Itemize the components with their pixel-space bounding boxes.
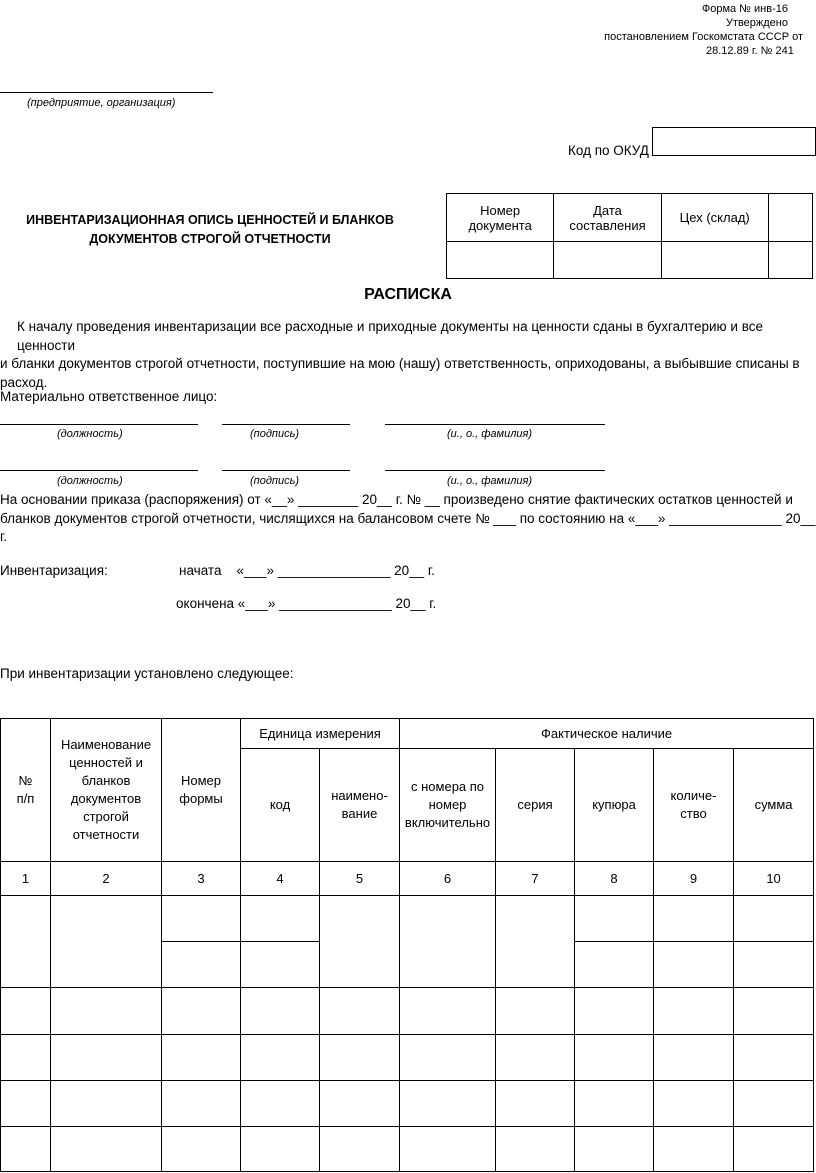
signature-line-2[interactable] [222,470,350,471]
header-code: код [241,749,320,862]
table-cell[interactable] [400,988,496,1035]
position-line-2[interactable] [0,470,198,471]
table-cell[interactable] [51,988,162,1035]
table-cell[interactable] [575,1081,654,1127]
table-cell[interactable] [1,896,51,988]
col-num-8: 8 [575,862,654,896]
signature-caption-2: (подпись) [250,475,300,487]
col-num-6: 6 [400,862,496,896]
header-qty-line-1: количе- [670,788,717,803]
receipt-line-1: К началу проведения инвентаризации все расходные и приходные документы на ценности сданы в бухгалтерию и все ценности [17,319,764,353]
doc-date-header [554,194,661,242]
table-cell[interactable] [241,1127,320,1172]
table-cell[interactable] [320,896,400,988]
table-cell[interactable] [496,988,575,1035]
inventory-label: Инвентаризация: [0,563,108,578]
table-cell[interactable] [496,1081,575,1127]
header-name-line-6: отчетности [72,827,140,842]
header-form-line-2: формы [179,791,223,806]
document-info-table [446,193,813,279]
header-num [1,719,51,862]
title-line-1: ИНВЕНТАРИЗАЦИОННАЯ ОПИСЬ ЦЕННОСТЕЙ И БЛАНКОВ [26,213,394,227]
table-cell[interactable] [734,896,814,942]
table-cell[interactable] [162,896,241,942]
table-cell[interactable] [400,896,496,988]
table-row [1,1127,814,1172]
doc-number-header [447,194,554,242]
doc-date-label-1: Дата [593,202,622,218]
inventory-table [0,718,814,1172]
table-row [1,896,814,942]
table-cell[interactable] [1,988,51,1035]
table-cell[interactable] [734,988,814,1035]
table-cell[interactable] [320,1127,400,1172]
table-cell[interactable] [162,988,241,1035]
form-number: Форма № инв-16 [701,3,788,15]
header-name-line-4: документов [70,791,142,806]
table-cell[interactable] [575,1035,654,1081]
table-cell[interactable] [654,896,734,942]
table-cell[interactable] [1,1035,51,1081]
name-line-1[interactable] [385,424,605,425]
name-caption-1: (и., о., фамилия) [447,428,533,440]
header-coupon: купюра [575,749,654,862]
okud-label: Код по ОКУД [568,143,649,158]
table-cell[interactable] [320,1081,400,1127]
signature-line-1[interactable] [222,424,350,425]
col-num-5: 5 [320,862,400,896]
col-num-2: 2 [51,862,162,896]
table-cell[interactable] [1,1081,51,1127]
table-cell[interactable] [51,1035,162,1081]
header-name-line-3: бланков [81,773,131,788]
table-cell[interactable] [241,1035,320,1081]
table-cell[interactable] [734,1035,814,1081]
col-num-3: 3 [162,862,241,896]
header-unit: Единица измерения [241,719,400,749]
table-cell[interactable] [241,942,320,988]
signature-caption-1: (подпись) [250,428,300,440]
header-name-line-2: ценностей и [69,755,143,770]
table-cell[interactable] [575,896,654,942]
receipt-line-2: и бланки документов строгой отчетности, поступившие на мою (нашу) ответственность, оприходованы, а выбывшие списаны в [0,356,800,371]
table-cell[interactable] [162,942,241,988]
table-cell[interactable] [400,1035,496,1081]
position-caption-2: (должность) [57,475,123,487]
resolution-date: 28.12.89 г. № 241 [706,45,794,57]
shop-header: Цех (склад) [661,194,768,242]
header-num-line-2: п/п [16,791,35,806]
inventory-ended: окончена «___» _______________ 20__ г. [176,596,437,611]
organization-line [0,92,213,93]
table-cell[interactable] [734,1081,814,1127]
okud-code-field[interactable] [652,127,816,156]
header-qty-line-2: ство [680,806,707,821]
table-cell[interactable] [575,1127,654,1172]
table-cell[interactable] [496,1127,575,1172]
table-cell[interactable] [496,896,575,988]
doc-number-field[interactable] [447,242,554,279]
order-line-2: бланков документов строгой отчетности, числящихся на балансовом счете № ___ по состоянию на «___» _______________ 20__ г. [0,510,816,544]
organization-caption: (предприятие, организация) [27,97,176,109]
table-cell[interactable] [400,1127,496,1172]
col-num-1: 1 [1,862,51,896]
col-num-7: 7 [496,862,575,896]
table-cell[interactable] [320,988,400,1035]
column-number-row [1,862,814,896]
document-title [0,211,420,249]
position-caption-1: (должность) [57,428,123,440]
table-cell[interactable] [654,1127,734,1172]
shop-field[interactable] [661,242,768,279]
table-cell[interactable] [241,896,320,942]
resolution-label: постановлением Госкомстата СССР от [604,31,803,43]
table-cell[interactable] [51,1127,162,1172]
table-row [1,988,814,1035]
table-cell[interactable] [241,988,320,1035]
table-cell[interactable] [162,1035,241,1081]
table-row [1,1081,814,1127]
table-cell[interactable] [575,988,654,1035]
table-cell[interactable] [654,1081,734,1127]
table-cell[interactable] [320,1035,400,1081]
header-num-line-1: № [18,773,33,788]
extra-header-cell [768,194,812,242]
header-from-line-3: включительно [404,815,491,830]
header-unit-name-line-1: наимено- [331,788,388,803]
header-name [51,719,162,862]
order-text [0,491,816,547]
established-label: При инвентаризации установлено следующее: [0,666,294,681]
header-name-line-1: Наименование [60,737,152,752]
title-line-2: ДОКУМЕНТОВ СТРОГОЙ ОТЧЕТНОСТИ [89,232,331,246]
header-unit-name [320,749,400,862]
header-form [162,719,241,862]
responsible-label: Материально ответственное лицо: [0,389,218,404]
table-cell[interactable] [734,1127,814,1172]
order-line-1: На основании приказа (распоряжения) от «__» ________ 20__ г. № __ произведено снятие фактических остатков ценностей и [0,492,793,507]
inventory-started: начата «___» _______________ 20__ г. [179,563,435,578]
col-num-10: 10 [734,862,814,896]
name-line-2[interactable] [385,470,605,471]
table-cell[interactable] [400,1081,496,1127]
table-cell[interactable] [575,942,654,988]
table-cell[interactable] [241,1081,320,1127]
table-cell[interactable] [654,1035,734,1081]
table-cell[interactable] [654,988,734,1035]
header-from-line-1: с номера по [411,779,485,794]
col-num-9: 9 [654,862,734,896]
doc-date-label-2: составления [569,217,646,233]
header-form-line-1: Номер [180,773,221,788]
extra-field[interactable] [768,242,812,279]
header-qty [654,749,734,862]
table-row [1,1035,814,1081]
table-cell[interactable] [51,896,162,988]
header-unit-name-line-2: вание [341,806,378,821]
table-cell[interactable] [734,942,814,988]
table-cell[interactable] [162,1127,241,1172]
approved-label: Утверждено [725,17,788,29]
col-num-4: 4 [241,862,320,896]
header-actual: Фактическое наличие [400,719,814,749]
table-cell[interactable] [654,942,734,988]
table-cell[interactable] [162,1081,241,1127]
header-from-line-2: номер [428,797,467,812]
header-from [400,749,496,862]
doc-number-label-1: Номер [480,202,521,218]
header-series: серия [496,749,575,862]
table-cell[interactable] [51,1081,162,1127]
receipt-line-3: расход. [0,374,48,390]
table-cell[interactable] [1,1127,51,1172]
doc-number-label-2: документа [468,217,532,233]
position-line-1[interactable] [0,424,198,425]
receipt-title: РАСПИСКА [364,286,452,303]
table-cell[interactable] [496,1035,575,1081]
name-caption-2: (и., о., фамилия) [447,475,533,487]
header-sum: сумма [734,749,814,862]
header-name-line-5: строгой [83,809,129,824]
receipt-text [0,318,816,392]
doc-date-field[interactable] [554,242,661,279]
